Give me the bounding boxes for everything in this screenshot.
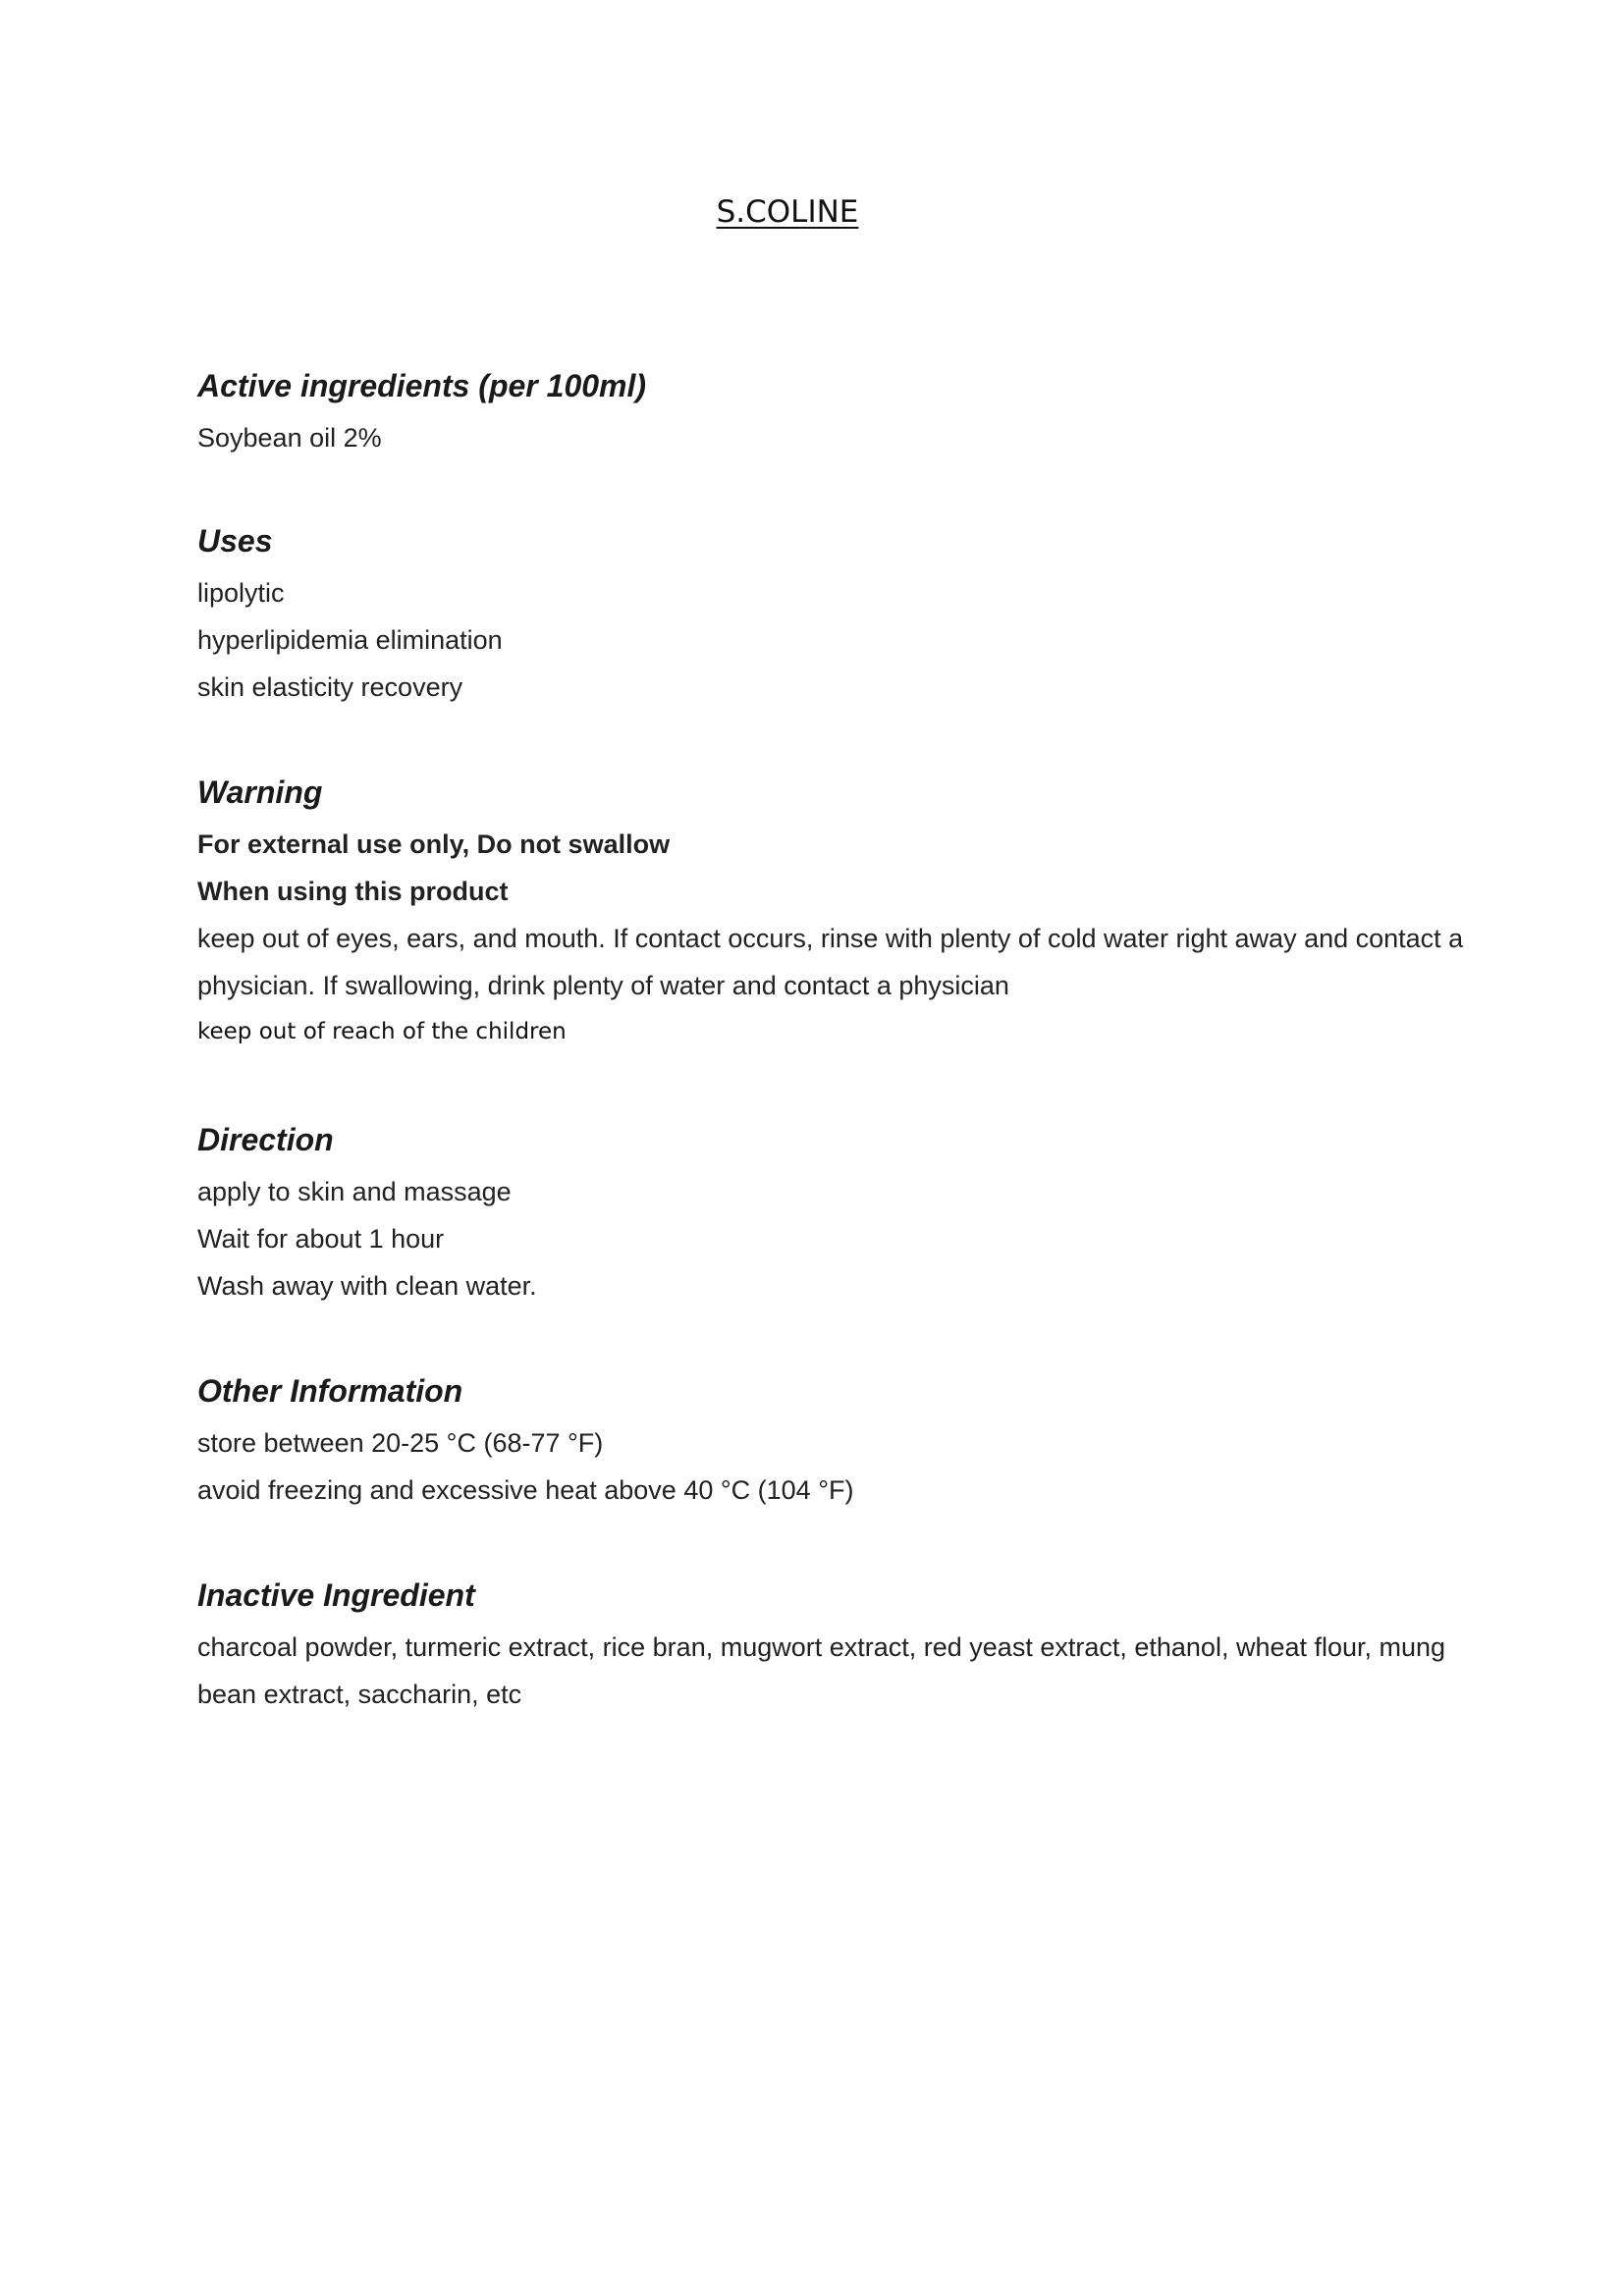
document-content: [197, 363, 1474, 1777]
inactive-ingredient-paragraph: charcoal powder, turmeric extract, rice bran, mugwort extract, red yeast extract, ethanol, wheat flour, mung bean extract, saccharin, etc: [197, 1632, 1446, 1709]
section-heading-direction: Direction: [197, 1122, 334, 1157]
other-information-line: avoid freezing and excessive heat above 40 °C (104 °F): [197, 1475, 854, 1505]
section-heading-warning: Warning: [197, 774, 323, 810]
section-heading-active-ingredients: Active ingredients (per 100ml): [197, 368, 647, 403]
section-other-information: [197, 1368, 1474, 1514]
uses-line: lipolytic: [197, 578, 285, 608]
direction-line: Wait for about 1 hour: [197, 1224, 445, 1254]
uses-line: skin elasticity recovery: [197, 672, 463, 702]
warning-paragraph: keep out of eyes, ears, and mouth. If contact occurs, rinse with plenty of cold water right away and contact a physician. If swallowing, drink plenty of water and contact a physician: [197, 924, 1464, 1000]
section-heading-other-information: Other Information: [197, 1373, 463, 1409]
section-active-ingredients: [197, 363, 1474, 461]
section-inactive-ingredient: [197, 1573, 1474, 1718]
uses-line: hyperlipidemia elimination: [197, 625, 503, 655]
warning-bold-line: For external use only, Do not swallow: [197, 829, 671, 859]
other-information-line: store between 20-25 °C (68-77 °F): [197, 1428, 604, 1458]
warning-small-line: keep out of reach of the children: [197, 1019, 567, 1044]
document-title: S.COLINE: [716, 194, 859, 230]
direction-line: apply to skin and massage: [197, 1177, 512, 1206]
section-heading-inactive-ingredient: Inactive Ingredient: [197, 1577, 475, 1613]
warning-bold-line: When using this product: [197, 877, 509, 906]
section-uses: [197, 518, 1474, 711]
section-direction: [197, 1117, 1474, 1309]
section-warning: [197, 770, 1474, 1054]
section-heading-uses: Uses: [197, 523, 273, 559]
direction-line: Wash away with clean water.: [197, 1271, 537, 1301]
active-ingredient-line: Soybean oil 2%: [197, 423, 382, 453]
